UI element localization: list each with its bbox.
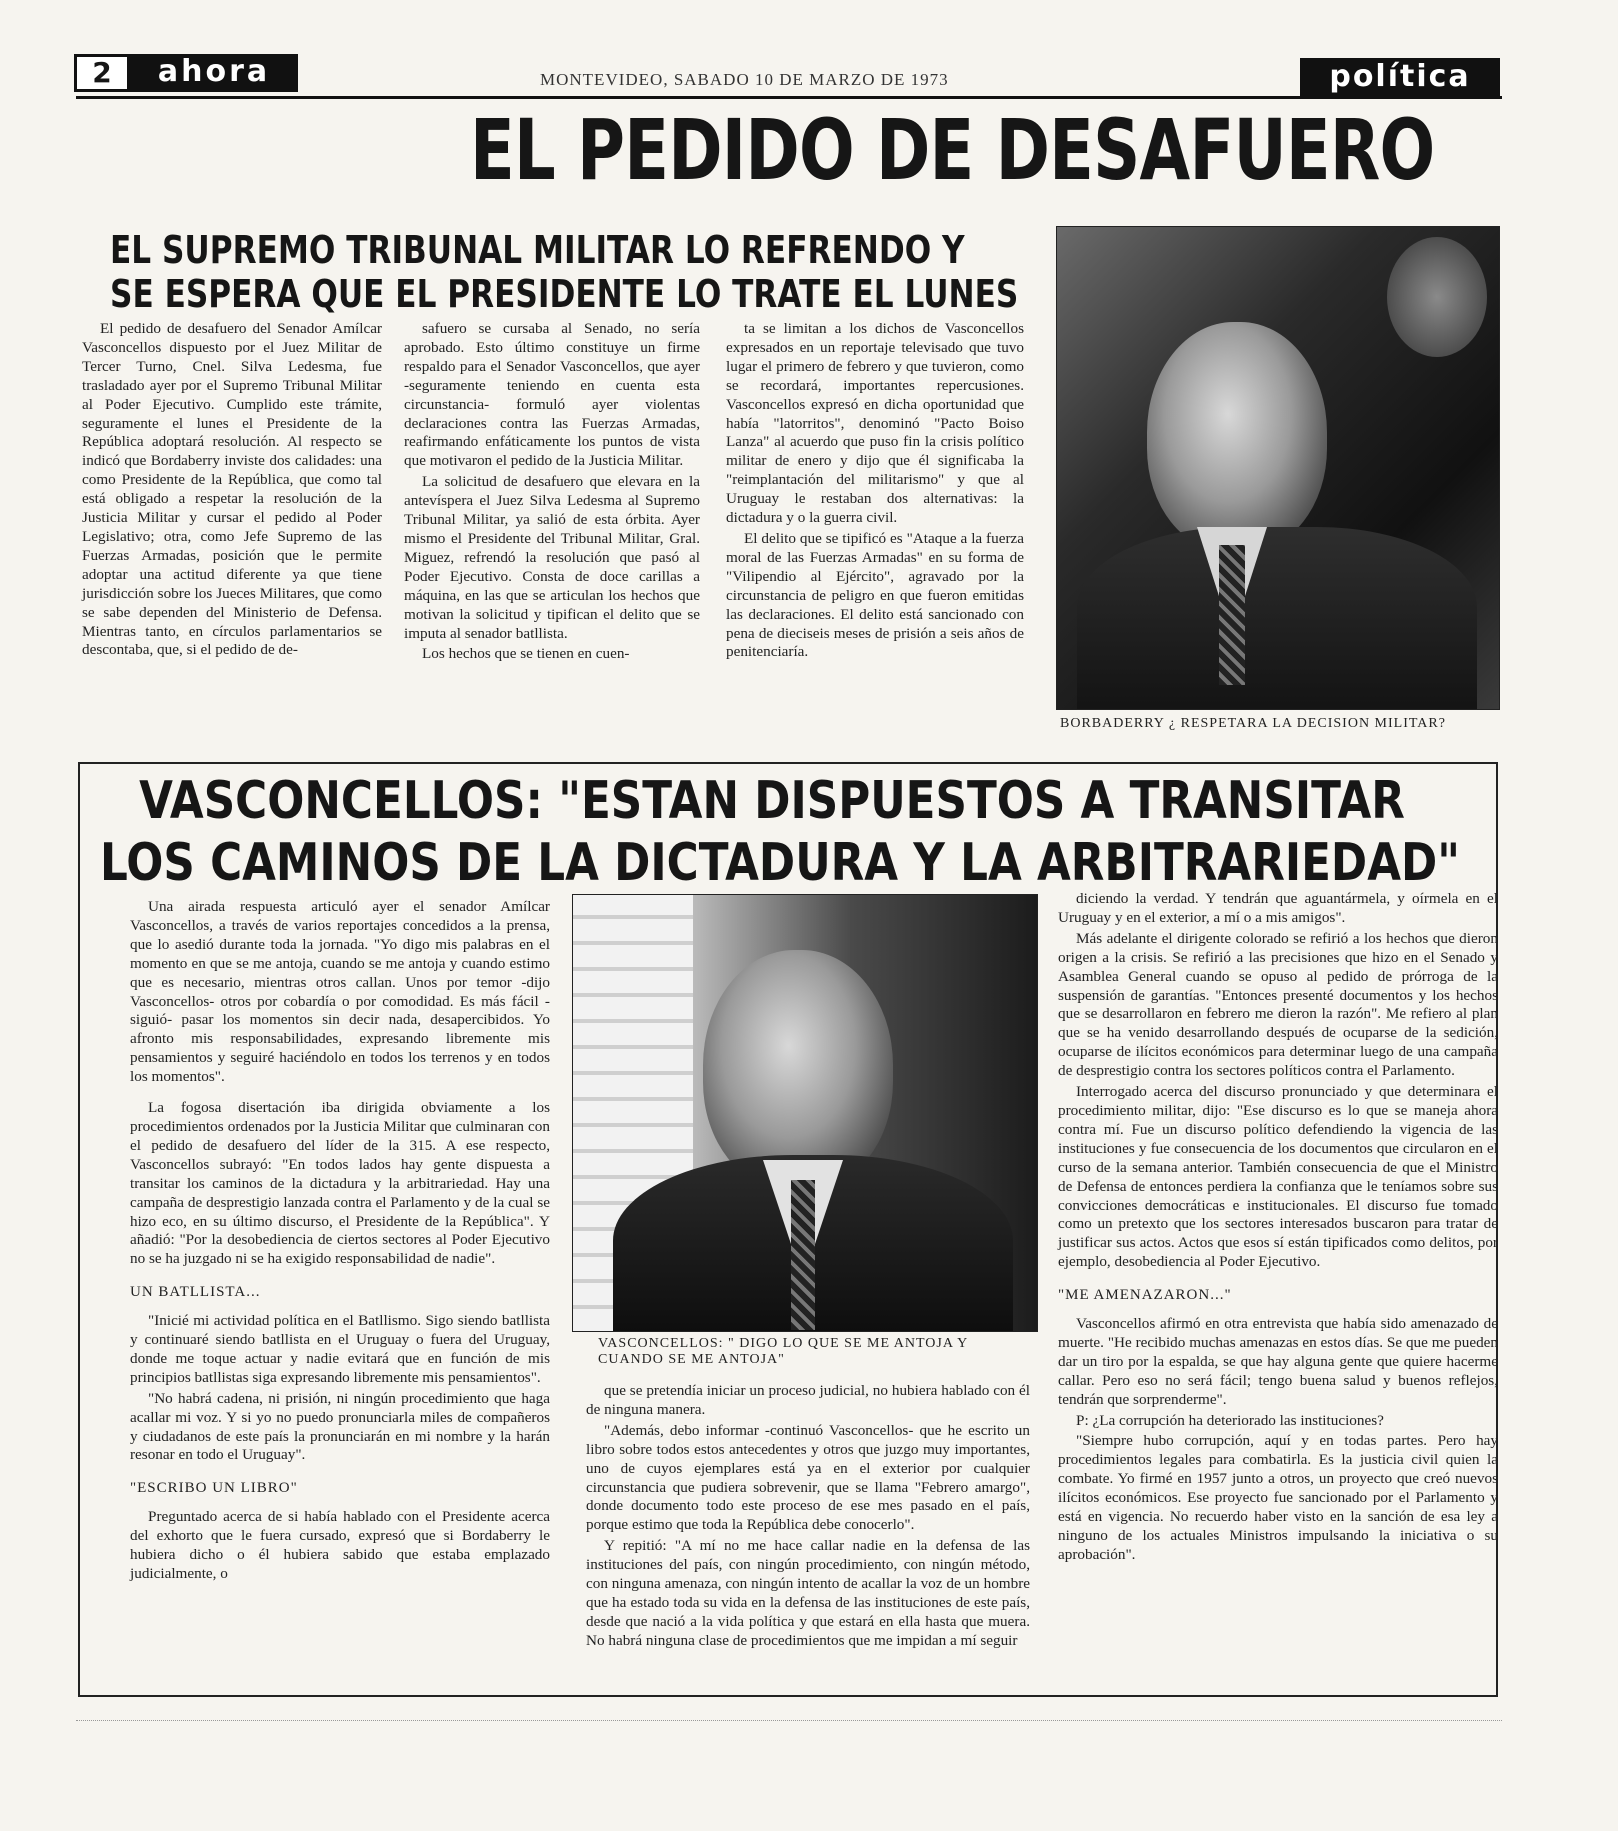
story2-col3b-paragraph: P: ¿La corrupción ha deteriorado las instituciones? [1076,1411,1384,1429]
story2-col3-paragraph: Más adelante el dirigente colorado se refirió a los hechos que dieron origen a la crisis. Se refirió a las precisiones que hizo en el Senado y Asamblea General cuando se opuso al pedido de prórroga de la suspensión de garantías. "Entonces presenté documentos y los hechos que se desarrollaron en febrero me dieron la razón". Me refiero al plan que se ha venido desarrollando después de ocuparse de la sedición, ocuparse de ilícitos económicos para determinar luego de una campaña de desprestigio contra los sectores políticos contra el Parlamento. [1058,929,1498,1080]
story2-col3-paragraph: Interrogado acerca del discurso pronunciado y que determinara el procedimiento militar, dijo: "Ese discurso es lo que se maneja ahora contra mí. Fue un discurso político defendiendo la vigencia de las instituciones y fue consecuencia de los documentos que circularon en el curso de la semana anterior. También consecuencia de que el Ministro de Defensa de entonces perdiera la confianza que le teníamos sobre sus convicciones democráticas e institucionales. El discurso fue tomado como un pretexto que los sectores interesados buscaron para tratar de justificar sus actos. Actos que esos sí están tipificados como delitos, por ejemplo, desobediencia al Poder Ejecutivo. [1058,1083,1498,1271]
story1-col2-paragraph: safuero se cursaba al Senado, no sería aprobado. Esto último constituye un firme respaldo para el Senador Vasconcellos, que ayer -seguramente teniendo en cuenta esta circunstancia- formuló ayer violentas declaraciones contra las Fuerzas Armadas, reafirmando enfáticamente los puntos de vista que motivaron el pedido de la Justicia Militar. [404,320,700,470]
story2-subhead-libro: "ESCRIBO UN LIBRO" [130,1480,298,1497]
story2-col3b-paragraph: Vasconcellos afirmó en otra entrevista que había sido amenazado de muerte. "He recibido muchas amenazas en estos días. Se que me pueden dar un tiro por la espalda, se que hay alguna gente que quiere hacerme callar. Pero eso no será fácil; tengo buena salud y buenos reflejos, tendrán que sorprenderme". [1058,1315,1498,1408]
story1-col3-paragraph: El delito que se tipificó es "Ataque a la fuerza moral de las Fuerzas Armadas" en su forma de "Vilipendio al Ejército", agravado por la circunstancia de peligro en que fueron emitidas las declaraciones. El delito está sancionado con pena de dieciseis meses de prisión a seis años de penitenciaría. [726,529,1024,661]
story2-col2-paragraph: que se pretendía iniciar un proceso judicial, no hubiera hablado con él de ninguna manera. [586,1382,1030,1418]
story2-col1b-paragraph: "Inicié mi actividad política en el Batllismo. Sigo siendo batllista y continuaré siendo batllista en el Uruguay o fuera del Uruguay, donde me toque actuar y nadie evitará que en función de mis principios batllistas siga expresando libremente mis pensamientos". [130,1312,550,1386]
story1-col3-paragraph: ta se limitan a los dichos de Vasconcellos expresados en un reportaje televisado que tuvo lugar el primero de febrero y que tuvieron, como se recordará, importantes repercusiones. Vasconcellos expresó en dicha oportunidad que había "latorritos", denominó "Pacto Boiso Lanza" al acuerdo que puso fin la crisis político militar de enero y dijo que él significaba la "reimplantación del militarismo" y que al Uruguay le restaban dos alternativas: la dictadura y o la guerra civil. [726,320,1024,527]
story2-col1-paragraph: Una airada respuesta articuló ayer el senador Amílcar Vasconcellos, a través de varios reportajes concedidos a la prensa, que lo asedió durante toda la jornada. "Yo digo mis palabras en el momento en que se me antoja, cuando se me antoja y cuando estimo que es necesario, mientras otros callan. Unos por temor -dijo Vasconcellos- otros por cobardía o por comodidad. Es más fácil -siguió- pasar los momentos sin decir nada, desapercibidos. Yo afronto mis responsabilidades, expresando libremente mis pensamientos y seguiré haciéndolo en todos los terrenos y en todos los momentos". [130,898,550,1086]
story1-column-2 [404,320,700,664]
newspaper-name: ahora [130,54,298,92]
vasconcellos-photo-caption: VASCONCELLOS: " DIGO LO QUE SE ME ANTOJA Y CUANDO SE ME ANTOJA" [598,1336,968,1367]
story1-col2-paragraph: Los hechos que se tienen en cuen- [422,645,630,663]
story2-col1b-paragraph: "No habrá cadena, ni prisión, ni ningún procedimiento que haga acallar mi voz. Y si yo no puedo pronunciarla miles de compañeros y ciudadanos de este país la pronunciarán en mi nombre y la harán resonar en todo el Uruguay". [130,1389,550,1464]
background-person [1387,237,1487,357]
story2-col3b-paragraph: "Siempre hubo corrupción, aquí y en todas partes. Pero hay procedimientos legales para combatirla. Es la justicia civil quien la combate. Yo firmé en 1957 junto a otros, un proyecto que creó nuevos ilícitos económicos. Ese proyecto fue sancionado por el Parlamento y está en vigencia. No recuerdo haber visto en la sanción de esa ley a ninguno de los actuales Ministros impulsando la iniciativa o su aprobación". [1058,1432,1498,1563]
page-number: 2 [74,54,130,92]
top-rule [76,96,1502,99]
section-label: política [1300,58,1500,98]
main-headline: EL PEDIDO DE DESAFUERO [470,101,1435,199]
story2-headline-line1: VASCONCELLOS: "ESTAN DISPUESTOS A TRANSITAR [139,771,1405,831]
story2-col1c-paragraph: Preguntado acerca de si había hablado con el Presidente acerca del exhorto que le fuera cursado, expresó que si Bordaberry le hubiera dicho o él hubiera sabido que estaba emplazado judicialmente, o [130,1508,550,1582]
portrait-suit [1077,527,1477,710]
story2-headline [100,770,1461,894]
story2-column-2 [586,1382,1030,1651]
portrait-tie [1219,545,1245,685]
bordaberry-photo-caption: BORBADERRY ¿ RESPETARA LA DECISION MILITAR? [1060,716,1446,731]
story2-col1-paragraph: La fogosa disertación iba dirigida obviamente a los procedimientos ordenados por la Justicia Militar que culminaran con el pedido de desafuero del líder de la 315. A ese respecto, Vasconcellos subrayó: "En todos lados hay gente dispuesta a transitar los caminos de la dictadura y la arbitrariedad. Hay una campaña de desprestigio lanzada contra el Parlamento y de la cual se hizo eco, en su último discurso, el Presidente de la República". Y añadió: "Por la desobediencia de ciertos sectores al Poder Ejecutivo no se ha juzgado ni se ha exigido responsabilidad de nadie". [130,1099,550,1268]
story2-col2-paragraph: Y repitió: "A mí no me hace callar nadie en la defensa de las instituciones del país, con ningún procedimiento, con ningún método, con ninguna amenaza, con ningún intento de acallar la voz de un hombre que ha estado toda su vida en la defensa de las instituciones de este país, desde que nació a la vida política y que estará en ella hasta que muera. No habrá ninguna clase de procedimientos que me impidan a mí seguir [586,1537,1030,1649]
portrait-tie [791,1180,815,1330]
story2-col3-paragraph: diciendo la verdad. Y tendrán que aguantármela, y oírmela en el Uruguay y en el exterior, a mí o a mis amigos". [1058,890,1498,926]
dateline: MONTEVIDEO, SABADO 10 DE MARZO DE 1973 [540,70,949,89]
story1-column-1 [82,320,382,660]
portrait-face [1147,322,1327,552]
story2-subhead-batllista: UN BATLLISTA... [130,1284,261,1301]
story1-subhead [110,228,1019,316]
story2-column-3 [1058,890,1498,1565]
story1-column-3 [726,320,1024,662]
story1-subhead-line1: EL SUPREMO TRIBUNAL MILITAR LO REFRENDO Y [110,228,965,272]
portrait-face [703,950,893,1190]
story2-headline-line2: LOS CAMINOS DE LA DICTADURA Y LA ARBITRARIEDAD" [100,833,1461,893]
story1-col2-paragraph: La solicitud de desafuero que elevara en la antevíspera el Juez Silva Ledesma al Supremo Tribunal Militar, ya salió de esta órbita. Ayer mismo el Presidente del Tribunal Militar, Gral. Miguez, refrendó la resolución que pasó al Poder Ejecutivo. Consta de doce carillas a máquina, en las que se articulan los hechos que motivan la solicitud y tipifican el delito que se imputa al senador batllista. [404,473,700,642]
story2-column-1 [130,898,550,1584]
story1-col1-paragraph: El pedido de desafuero del Senador Amílcar Vasconcellos dispuesto por el Juez Militar de Tercer Turno, Cnel. Silva Ledesma, fue trasladado ayer por el Supremo Tribunal Militar al Poder Ejecutivo. Cumplido este trámite, seguramente el lunes el Presidente de la República adoptará resolución. Al respecto se indicó que Bordaberry inviste dos calidades: una como Presidente de la República, que como tal está obligado a respetar la resolución de la Justicia Militar y cursar el pedido al Poder Legislativo; otra, como Jefe Supremo de las Fuerzas Armadas, posición que le permite adoptar una actitud diferente ya que tiene jurisdicción sobre los Jueces Militares, que como se sabe dependen del Ministerio de Defensa. Mientras tanto, en círculos parlamentarios se descontaba, que, si el pedido de de- [82,320,382,659]
vasconcellos-photo [572,894,1038,1332]
bordaberry-photo [1056,226,1500,710]
bottom-rule [76,1720,1502,1722]
story2-subhead-amenazaron: "ME AMENAZARON..." [1058,1287,1232,1304]
story1-subhead-line2: SE ESPERA QUE EL PRESIDENTE LO TRATE EL LUNES [110,272,1019,316]
story2-col2-paragraph: "Además, debo informar -continuó Vasconcellos- que he escrito un libro sobre todos estos antecedentes y otros que juzgo muy importantes, uno de cuyos ejemplares está ya en el exterior por cualquier circunstancia que pudiera sobrevenir, que se llama "Febrero amargo", donde documento todo este proceso de ese mes pasado en el país, porque estimo que toda la República debe conocerlo". [586,1421,1030,1534]
